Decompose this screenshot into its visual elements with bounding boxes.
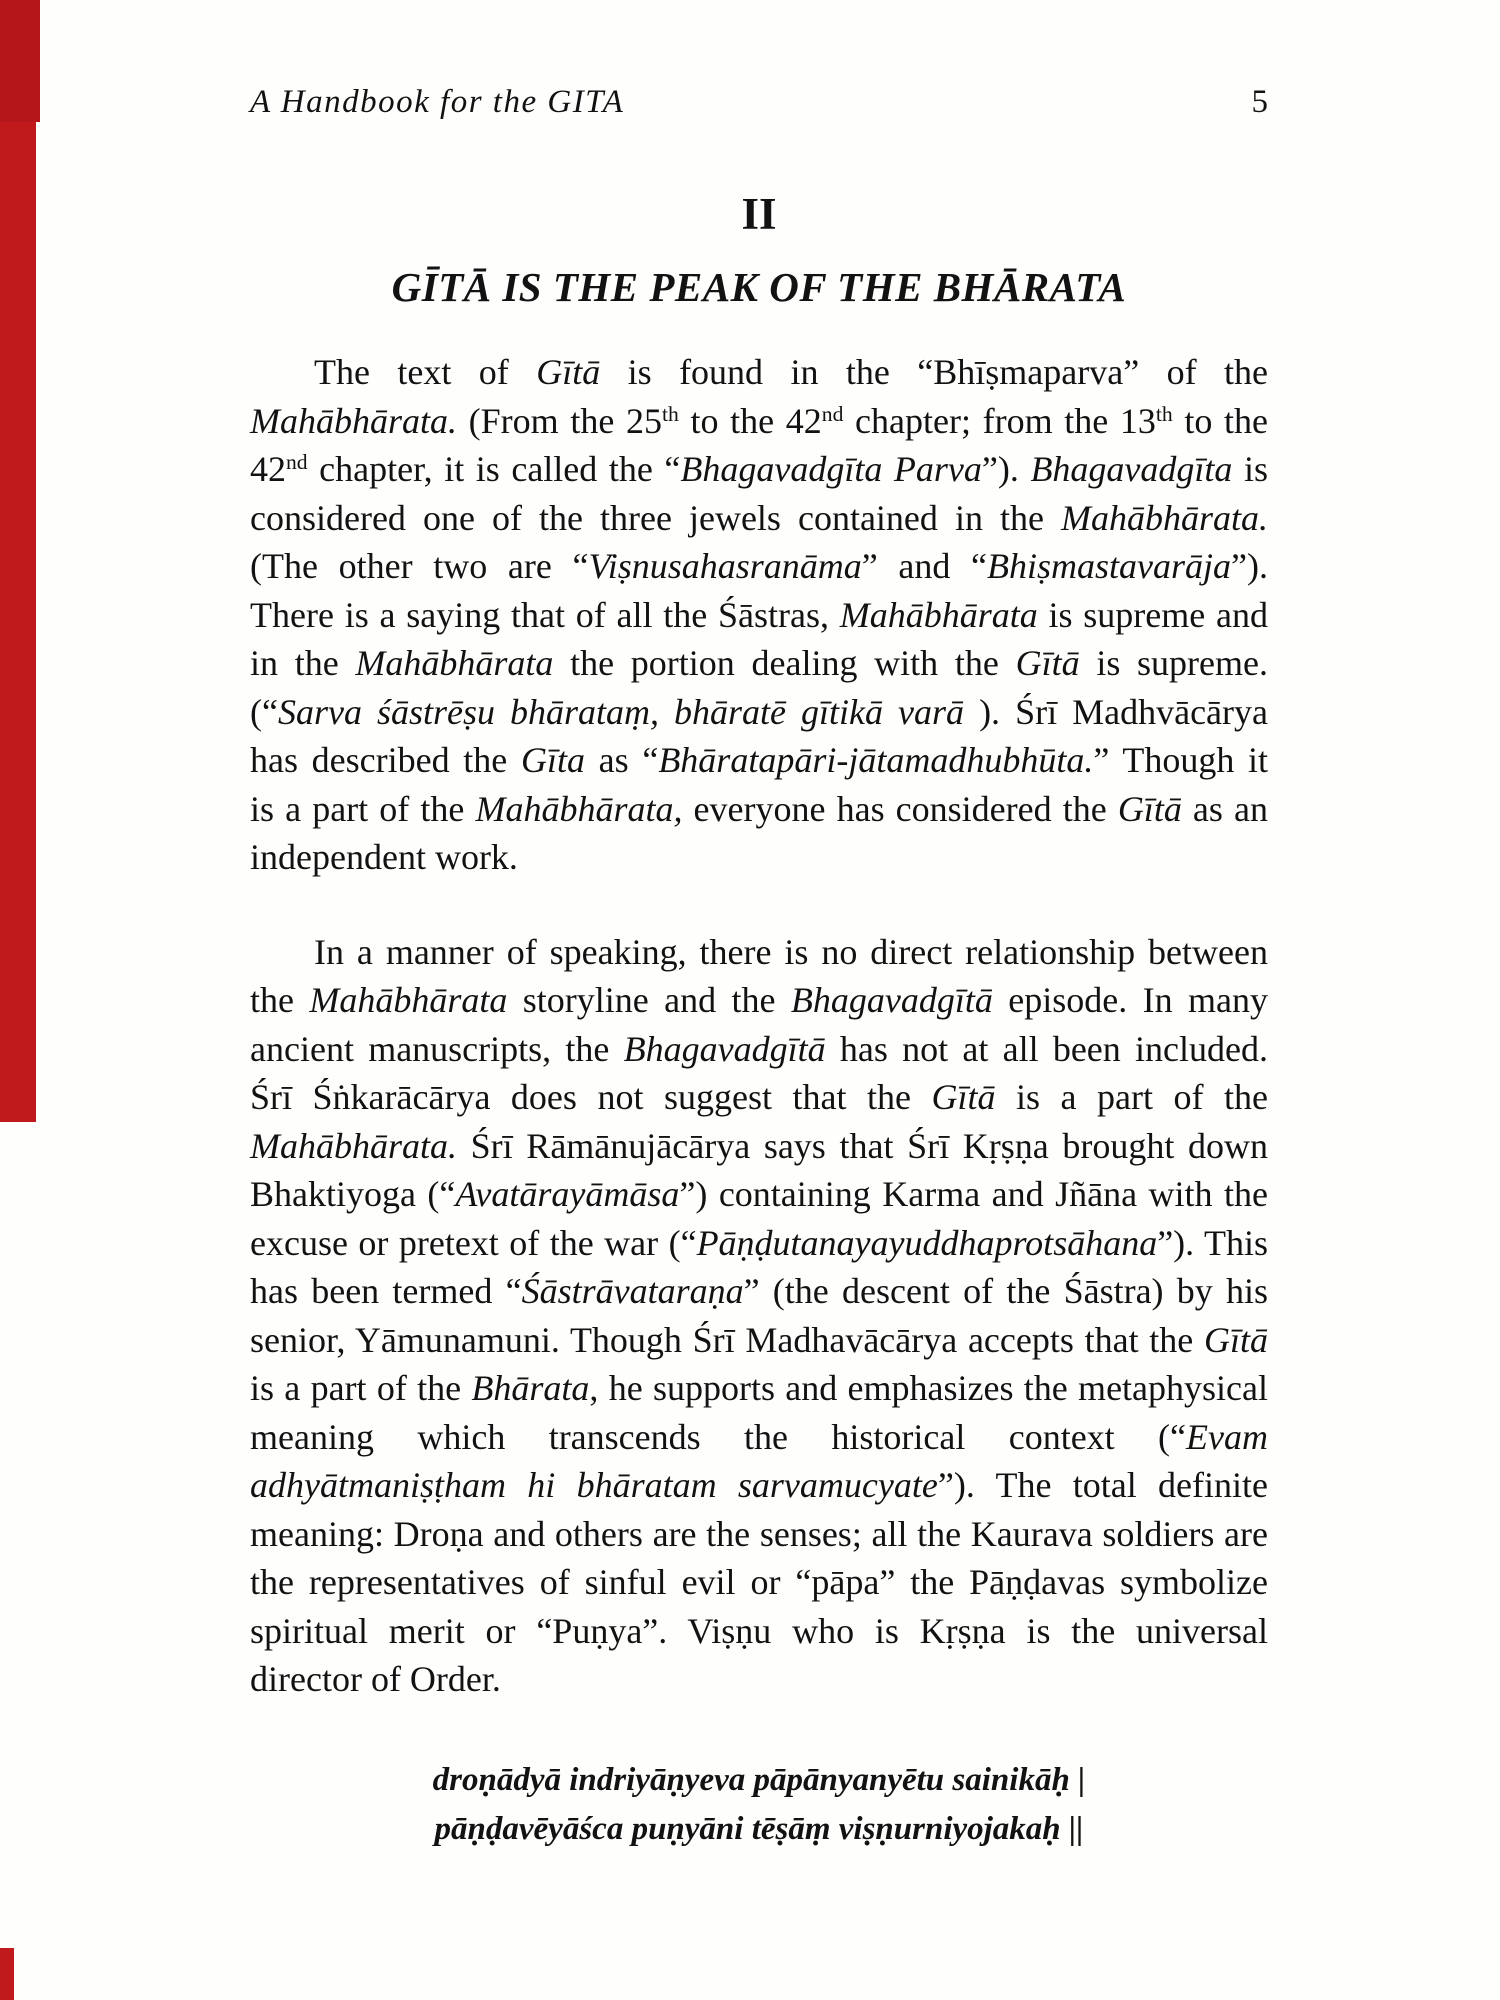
scan-edge-artifact-left bbox=[0, 0, 36, 1122]
scan-edge-artifact-bottom bbox=[0, 1948, 14, 2000]
running-header bbox=[250, 84, 1268, 120]
running-header-title: A Handbook for the GITA bbox=[250, 84, 625, 120]
page-number: 5 bbox=[1251, 84, 1268, 120]
paragraph-2: In a manner of speaking, there is no direct relationship between the Mahābhārata storyline and the Bhagavadgītā episode. In many ancient manuscripts, the Bhagavadgītā has not at all been included. Śrī Śṅkarācārya does not suggest that the Gītā is a part of the Mahābhārata. Śrī Rāmānujācārya says that Śrī Kṛṣṇa brought down Bhaktiyoga (“Avatārayāmāsa”) containing Karma and Jñāna with the excuse or pretext of the war (“Pāṇḍutanayayuddhaprotsāhana”). This has been termed “Śāstrāvataraṇa” (the descent of the Śāstra) by his senior, Yāmunamuni. Though Śrī Madhavācārya accepts that the Gītā is a part of the Bhārata, he supports and emphasizes the metaphysical meaning which transcends the historical context (“Evam adhyātmaniṣṭham hi bhāratam sarvamucyate”). The total definite meaning: Droṇa and others are the senses; all the Kaurava soldiers are the representatives of sinful evil or “pāpa” the Pāṇḍavas symbolize spiritual merit or “Puṇya”. Viṣṇu who is Kṛṣṇa is the universal director of Order. bbox=[250, 931, 1269, 1700]
scan-edge-artifact-top bbox=[0, 0, 40, 122]
section-number: II bbox=[741, 189, 777, 240]
paragraph-1: The text of Gītā is found in the “Bhīṣmaparva” of the Mahābhārata. (From the 25th to the 42nd chapter; from the 13th to the 42nd chapter, it is called the “Bhagavadgīta Parva”). Bhagavadgīta is considered one of the three jewels contained in the Mahābhārata. (The other two are “Viṣnusahasranāma” and “Bhiṣmastavarāja”). There is a saying that of all the Śāstras, Mahābhārata is supreme and in the Mahābhārata the portion dealing with the Gītā is supreme. (“Sarva śāstrēṣu bhārataṃ, bhāratē gītikā varā ). Śrī Madhvācārya has described the Gīta as “Bhāratapāri-jātamadhubhūta.” Though it is a part of the Mahābhārata, everyone has considered the Gītā as an independent work. bbox=[250, 352, 1269, 878]
verse-line-1: droṇādyā indriyāṇyeva pāpānyanyētu sainikāḥ | bbox=[432, 1761, 1086, 1798]
section-title: GĪTĀ IS THE PEAK OF THE BHĀRATA bbox=[391, 264, 1127, 311]
page-content bbox=[250, 0, 1268, 1854]
sanskrit-verse bbox=[250, 1756, 1268, 1854]
verse-line-2: pāṇḍavēyāśca puṇyāni tēṣāṃ viṣṇurniyojakaḥ || bbox=[434, 1810, 1084, 1847]
